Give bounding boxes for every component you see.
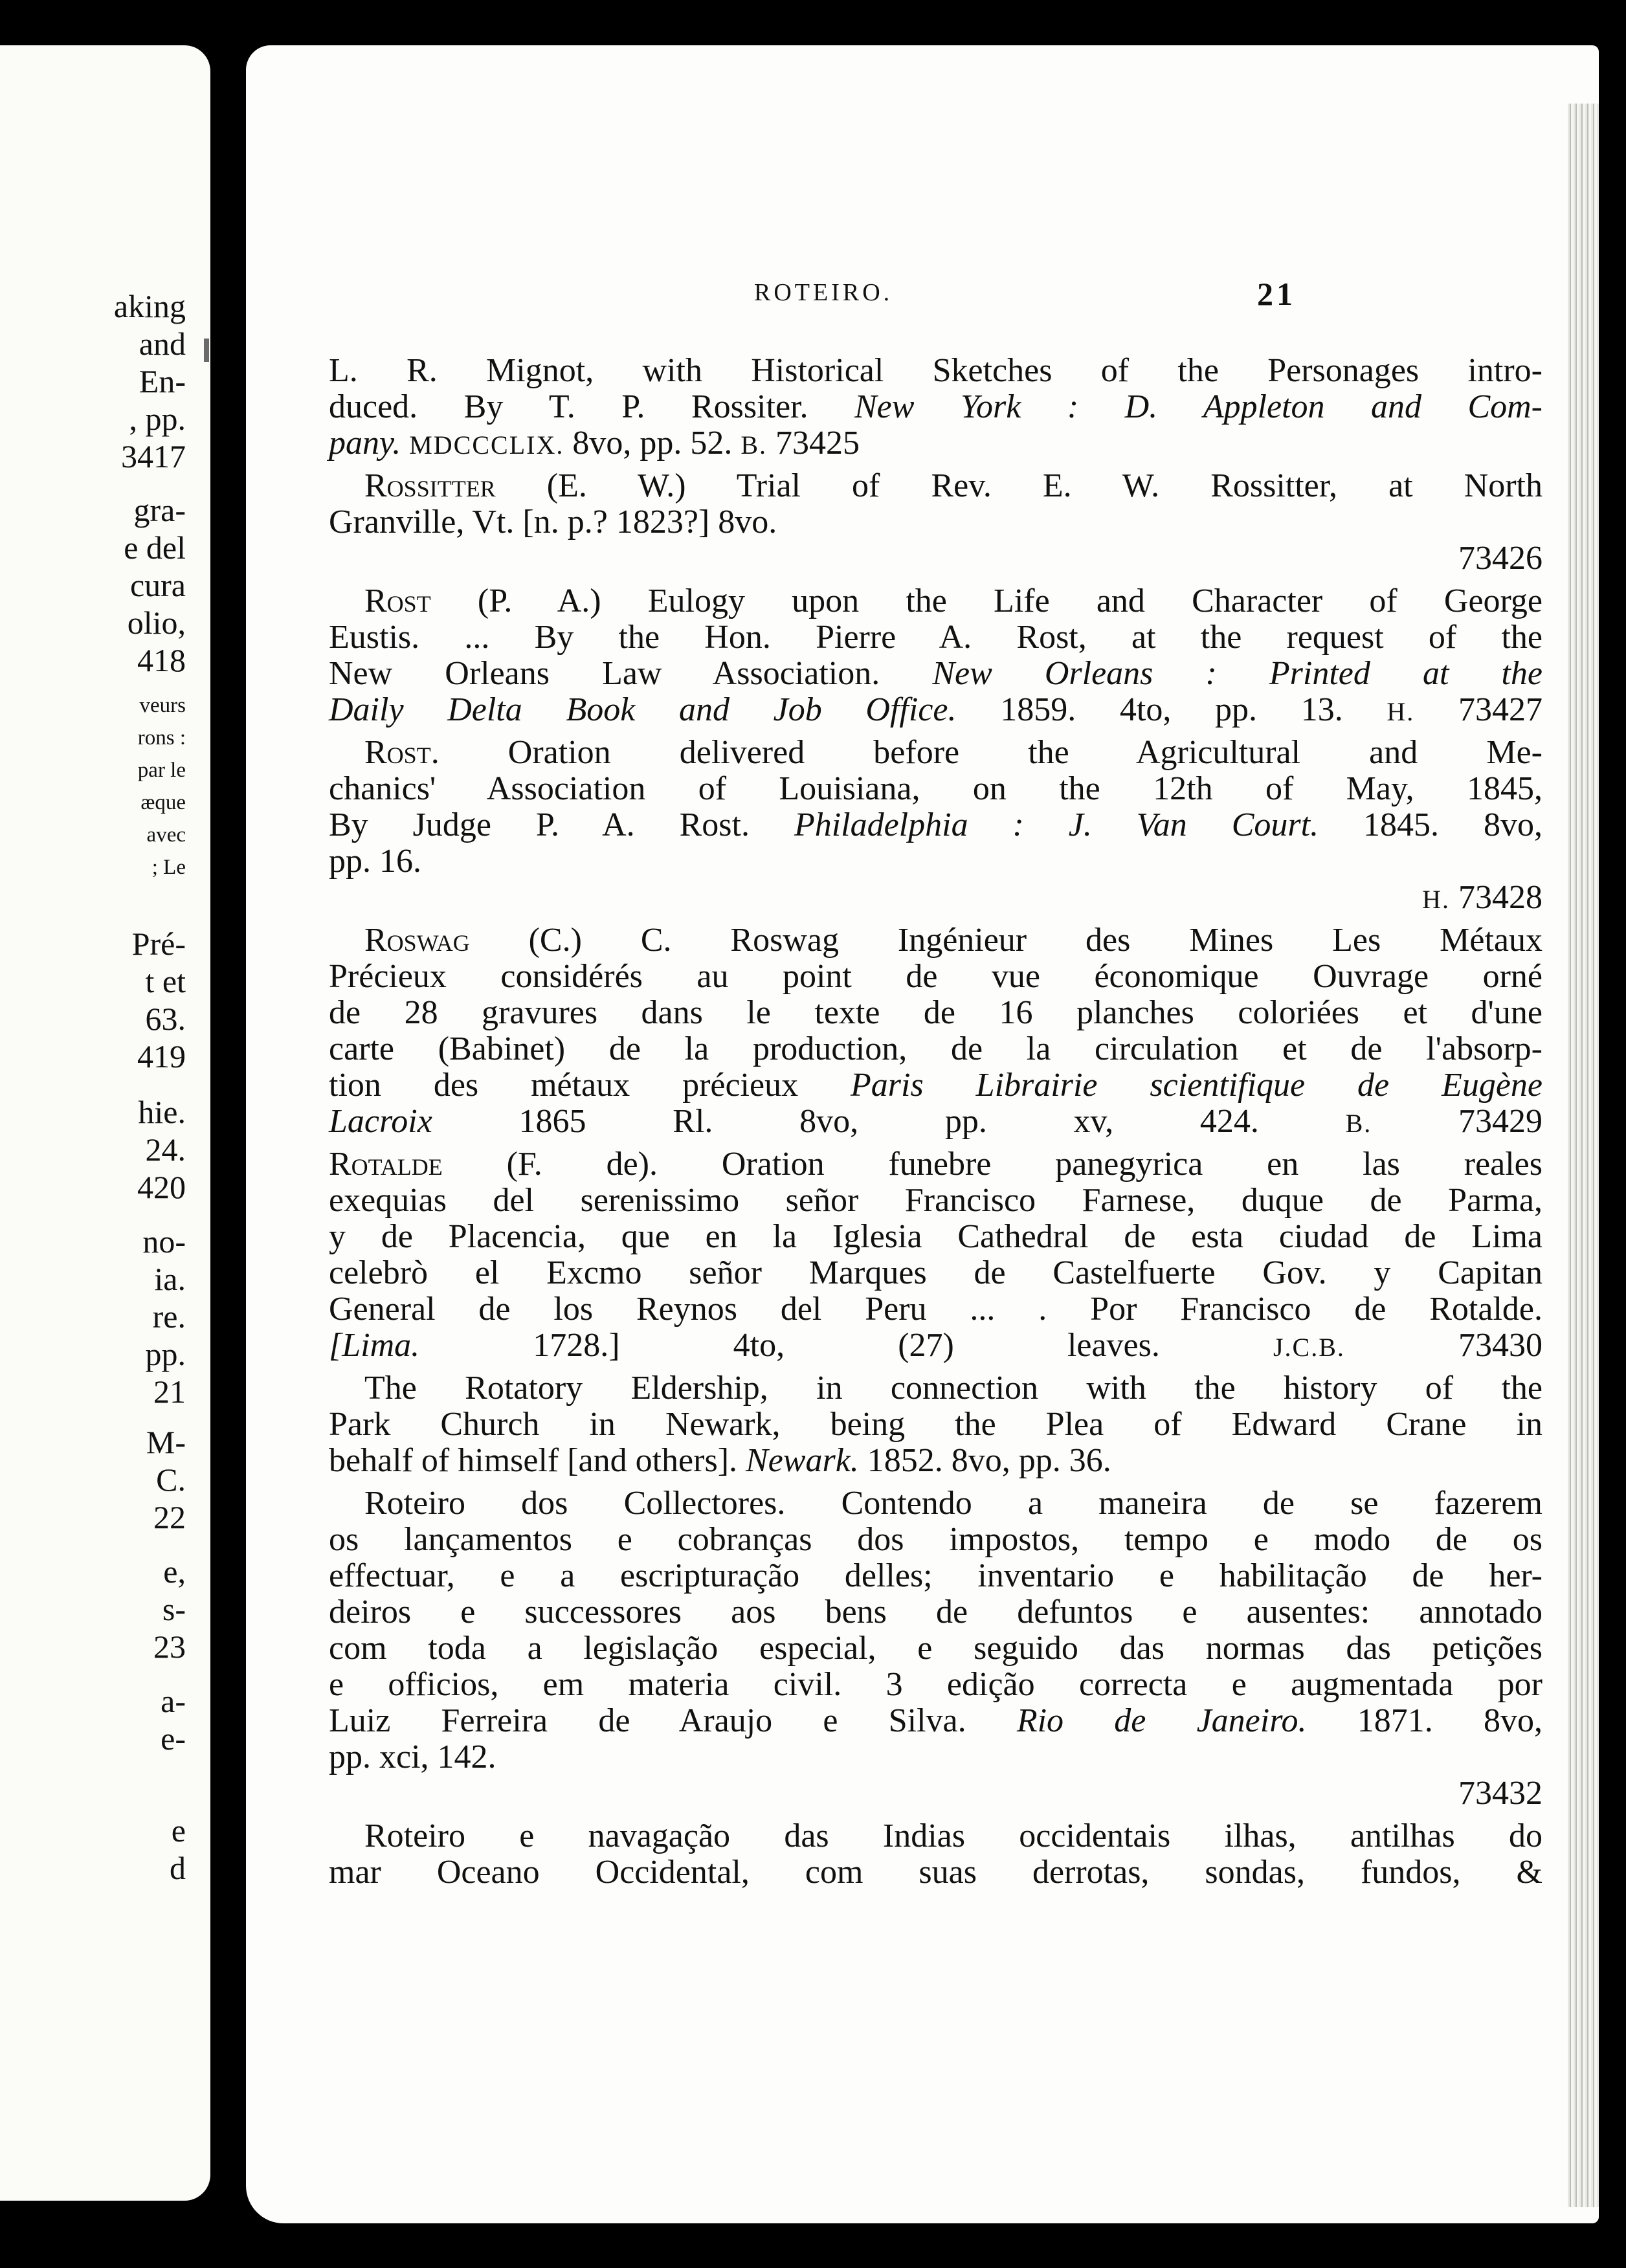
entry-author: Roswag (364, 922, 470, 959)
left-page-text-fragment: veurs (139, 694, 186, 717)
entry-text: behalf of himself [and others]. (329, 1442, 746, 1479)
left-page-text-fragment: ; Le (151, 856, 186, 879)
entry-text: 1865 Rl. 8vo, pp. xv, 424. (432, 1103, 1346, 1140)
entry-line (329, 504, 1542, 540)
entry-text: de 28 gravures dans le texte de 16 planches coloriées et d'une (329, 994, 1542, 1031)
catalogue-entry (329, 735, 1542, 916)
page-right (246, 45, 1599, 2223)
entry-text: (E. W.) Trial of Rev. E. W. Rossitter, at North (495, 467, 1542, 504)
entry-line (329, 389, 1542, 425)
facing-page-left (0, 45, 210, 2201)
catalogue-entry (329, 1146, 1542, 1364)
entry-line (329, 922, 1542, 959)
entry-line (329, 843, 1542, 880)
entry-text: Roteiro dos Collectores. Contendo a maneira de se fazerem (364, 1485, 1542, 1522)
catalogue-entry (329, 353, 1542, 461)
entry-text: 73429 (1372, 1103, 1542, 1140)
entry-text: The Rotatory Eldership, in connection with the history of the (364, 1370, 1542, 1406)
entry-text: By Judge P. A. Rost. (329, 806, 794, 843)
entry-library-code: MDCCCLIX. (409, 430, 564, 460)
entry-imprint: New Orleans : Printed at the (932, 655, 1543, 692)
entry-text: (P. A.) Eulogy upon the Life and Character of George (430, 583, 1542, 619)
entry-text: pp. 16. (329, 843, 421, 880)
left-page-text-fragment: , pp. (129, 401, 186, 437)
entry-line (329, 771, 1542, 807)
entry-text: 73432 (1458, 1775, 1542, 1812)
entry-line (329, 1485, 1542, 1522)
entry-text: exequias del serenissimo señor Francisco Farnese, duque de Parma, (329, 1182, 1542, 1219)
entry-text: General de los Reynos del Peru ... . Por Francisco de Rotalde. (329, 1291, 1542, 1328)
entry-line (329, 1370, 1542, 1406)
entry-line (329, 1031, 1542, 1067)
entry-line (329, 735, 1542, 771)
entry-imprint: Rio de Janeiro. (1016, 1702, 1307, 1739)
left-page-text-fragment: ia. (154, 1261, 186, 1297)
left-page-text-fragment: re. (152, 1298, 186, 1335)
catalogue-entry (329, 922, 1542, 1140)
entry-text: chanics' Association of Louisiana, on the 12th of May, 1845, (329, 770, 1542, 807)
entry-text: 73425 (767, 425, 860, 461)
entry-library-code: J.C.B. (1273, 1333, 1345, 1362)
entry-text: 73428 (1450, 879, 1542, 916)
left-page-text-fragment: 63. (145, 1001, 186, 1037)
entry-text: y de Placencia, que en la Iglesia Cathedral de esta ciudad de Lima (329, 1218, 1542, 1255)
left-page-text-fragment: Pré- (131, 926, 186, 962)
entry-text: (F. de). Oration funebre panegyrica en las reales (442, 1146, 1542, 1183)
left-page-text-fragment: rons : (137, 726, 186, 750)
entry-text: tion des métaux précieux (329, 1067, 851, 1104)
entry-text: 1845. 8vo, (1319, 806, 1542, 843)
entry-line (329, 583, 1542, 619)
left-page-text-fragment: 419 (137, 1038, 186, 1074)
entry-line (329, 468, 1542, 504)
entry-text: mar Oceano Occidental, com suas derrotas, sondas, fundos, & (329, 1854, 1542, 1891)
entry-line (329, 425, 1542, 461)
entry-line (329, 619, 1542, 656)
left-page-text-fragment: e- (161, 1720, 186, 1757)
left-page-text-fragment: gra- (133, 492, 186, 528)
left-page-text-fragment: M- (146, 1424, 186, 1460)
left-page-text-fragment: avec (146, 823, 186, 847)
left-page-text-fragment: olio, (127, 605, 186, 641)
entry-text: deiros e successores aos bens de defuntos e ausentes: annotado (329, 1594, 1542, 1630)
entry-line (329, 1104, 1542, 1140)
entry-line (329, 1443, 1542, 1479)
entry-text: 1728.] 4to, (27) leaves. (419, 1327, 1273, 1364)
entry-text: com toda a legislação especial, e seguido das normas das petições (329, 1630, 1542, 1667)
entry-text: Park Church in Newark, being the Plea of Edward Crane in (329, 1406, 1542, 1443)
entry-line (329, 1067, 1542, 1104)
entry-imprint: Daily Delta Book and Job Office. (329, 691, 957, 728)
entry-text: 1852. 8vo, pp. 36. (858, 1442, 1111, 1479)
entry-line (329, 1739, 1542, 1775)
entry-line (329, 959, 1542, 995)
left-page-text-fragment: t et (145, 963, 186, 999)
entry-line (329, 1183, 1542, 1219)
entry-text: 8vo, pp. 52. (564, 425, 741, 461)
entry-imprint: New York : D. Appleton and Com- (854, 388, 1542, 425)
entry-line (329, 656, 1542, 692)
catalogue-entry (329, 468, 1542, 577)
left-page-text-fragment: 420 (137, 1169, 186, 1205)
left-page-text-fragment: and (139, 326, 186, 362)
entry-number-line (329, 880, 1542, 916)
entry-author: Rost (364, 583, 431, 619)
entry-text: celebrò el Excmo señor Marques de Castelfuerte Gov. y Capitan (329, 1254, 1542, 1291)
entry-line (329, 1406, 1542, 1443)
entry-text: 73427 (1414, 691, 1542, 728)
entry-author: Rotalde (329, 1146, 443, 1183)
running-head: ROTEIRO. (754, 279, 893, 306)
left-page-text-fragment: 23 (153, 1629, 186, 1665)
entry-author: Rost. (364, 734, 440, 771)
entry-imprint: Lacroix (329, 1103, 432, 1140)
left-page-text-fragment: a- (161, 1683, 186, 1719)
left-page-text-fragment: par le (137, 759, 186, 782)
entry-number-line (329, 1775, 1542, 1812)
entry-text: Roteiro e navagação das Indias occidentais ilhas, antilhas do (364, 1818, 1542, 1854)
left-page-text-fragment: C. (156, 1462, 186, 1498)
entry-text: Oration delivered before the Agricultural and Me- (439, 734, 1542, 771)
entry-line (329, 1146, 1542, 1183)
left-page-text-fragment: e, (163, 1553, 186, 1590)
left-page-text-fragment: no- (142, 1223, 186, 1260)
catalogue-entry (329, 583, 1542, 728)
left-page-text-fragment: æque (140, 791, 186, 814)
left-page-text-fragment: 418 (137, 642, 186, 678)
entry-line (329, 1630, 1542, 1667)
entry-line (329, 1703, 1542, 1739)
catalogue-entry (329, 1485, 1542, 1812)
entry-text: 1859. 4to, pp. 13. (956, 691, 1387, 728)
entry-line (329, 1219, 1542, 1255)
entry-text: New Orleans Law Association. (329, 655, 933, 692)
entry-line (329, 1594, 1542, 1630)
entry-text: pp. xci, 142. (329, 1739, 496, 1775)
entry-text: Eustis. ... By the Hon. Pierre A. Rost, at the request of the (329, 619, 1542, 656)
entry-text: duced. By T. P. Rossiter. (329, 388, 854, 425)
entry-text: Précieux considérés au point de vue économique Ouvrage orné (329, 958, 1542, 995)
entry-line (329, 1854, 1542, 1891)
entry-text: 73430 (1344, 1327, 1543, 1364)
entry-text: 73426 (1458, 540, 1542, 577)
entry-library-code: B. (1345, 1109, 1372, 1138)
left-page-text-fragment: 21 (153, 1373, 186, 1410)
left-page-text-fragment: En- (139, 363, 186, 399)
left-page-text-fragment: cura (129, 567, 186, 603)
entry-line (329, 353, 1542, 389)
entry-line (329, 1558, 1542, 1594)
entry-text: os lançamentos e cobranças dos impostos, tempo e modo de os (329, 1521, 1542, 1558)
page-number: 21 (1257, 276, 1296, 312)
page-edge (1568, 104, 1599, 2207)
left-page-text-fragment: pp. (145, 1336, 186, 1372)
left-page-text-fragment: s- (162, 1591, 186, 1627)
entry-author: Rossitter (364, 467, 496, 504)
entry-imprint: pany. (329, 425, 401, 461)
catalogue-entry (329, 1370, 1542, 1479)
entry-text: carte (Babinet) de la production, de la circulation et de l'absorp- (329, 1030, 1542, 1067)
entry-imprint: Newark. (746, 1442, 859, 1479)
entry-line (329, 995, 1542, 1031)
entry-line (329, 1328, 1542, 1364)
left-page-text-fragment: hie. (138, 1094, 186, 1130)
entry-text (401, 425, 409, 461)
left-page-text-fragment: e del (124, 529, 186, 566)
entry-imprint: [Lima. (329, 1327, 420, 1364)
left-page-text-fragment: d (170, 1850, 186, 1886)
entry-line (329, 1255, 1542, 1291)
page-content (329, 353, 1542, 1897)
entry-library-code: H. (1387, 697, 1415, 726)
margin-mark (204, 339, 209, 362)
entry-library-code: B. (741, 430, 768, 460)
entry-line (329, 1667, 1542, 1703)
entry-text: e officios, em materia civil. 3 edição correcta e augmentada por (329, 1666, 1542, 1703)
entry-line (329, 1522, 1542, 1558)
entry-line (329, 1291, 1542, 1328)
entry-imprint: Philadelphia : J. Van Court. (794, 806, 1319, 843)
left-page-text-fragment: e (171, 1812, 186, 1849)
entry-library-code: H. (1422, 885, 1450, 914)
entry-text: Granville, Vt. [n. p.? 1823?] 8vo. (329, 504, 777, 540)
entry-text: Luiz Ferreira de Araujo e Silva. (329, 1702, 1017, 1739)
left-page-text-fragment: 22 (153, 1499, 186, 1535)
entry-line (329, 1818, 1542, 1854)
left-page-text-fragment: 3417 (121, 438, 186, 474)
entry-line (329, 807, 1542, 843)
entry-number-line (329, 540, 1542, 577)
catalogue-entry (329, 1818, 1542, 1891)
left-page-text-fragment: aking (113, 288, 186, 324)
entry-text: (C.) C. Roswag Ingénieur des Mines Les Métaux (469, 922, 1542, 959)
entry-text: effectuar, e a escripturação delles; inventario e habilitação de her- (329, 1557, 1542, 1594)
entry-imprint: Paris Librairie scientifique de Eugène (851, 1067, 1542, 1104)
entry-line (329, 692, 1542, 728)
entry-text: L. R. Mignot, with Historical Sketches of the Personages intro- (329, 352, 1542, 389)
entry-text: 1871. 8vo, (1306, 1702, 1542, 1739)
left-page-text-fragment: 24. (145, 1131, 186, 1168)
